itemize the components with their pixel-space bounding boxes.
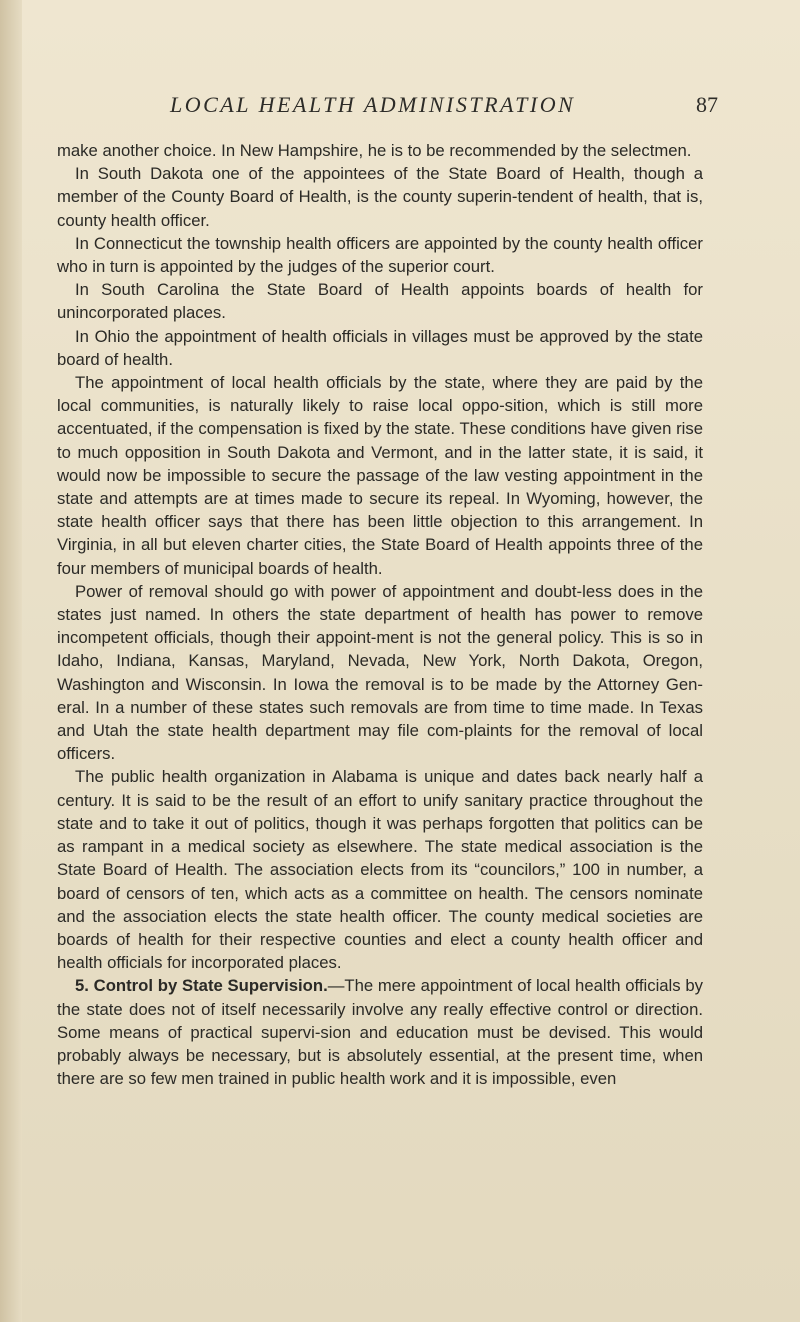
section-heading: 5. Control by State Supervision. xyxy=(75,976,328,996)
page-header xyxy=(170,92,718,122)
page-gutter-shadow xyxy=(0,0,22,1322)
section-paragraph xyxy=(57,974,703,1090)
paragraph: In South Dakota one of the appointees of the State Board of Health, though a member of the County Board of Health, is the county superin-tendent of health, that is, county health officer. xyxy=(57,164,703,230)
paragraph: make another choice. In New Hampshire, he is to be recommended by the selectmen. xyxy=(57,141,692,160)
paragraph: In Connecticut the township health officers are appointed by the county health officer who in turn is appointed by the judges of the superior court. xyxy=(57,233,703,277)
paragraph: The public health organization in Alabama is unique and dates back nearly half a century. It is said to be the result of an effort to unify sanitary practice throughout the state and to take it out of politics, though it was perhaps forgotten that politics can be as rampant in a medical society as elsewhere. The state medical association is the State Board of Health. The association elects from its “councilors,” 100 in number, a board of censors of ten, which acts as a committee on health. The censors nominate and the association elects the state health officer. The county medical societies are boards of health for their respective counties and elect a county health officer and health officials for incorporated places. xyxy=(57,767,703,973)
paragraph: Power of removal should go with power of appointment and doubt-less does in the states just named. In others the state department of health has power to remove incompetent officials, though their appoint-ment is not the general policy. This is so in Idaho, Indiana, Kansas, Maryland, Nevada, New York, North Dakota, Oregon, Washington and Wisconsin. In Iowa the removal is to be made by the Attorney Gen-eral. In a number of these states such removals are from time to time made. In Texas and Utah the state health department may file com-plaints for the removal of local officers. xyxy=(57,581,703,764)
paragraph: In Ohio the appointment of health officials in villages must be approved by the state board of health. xyxy=(57,326,703,369)
section-text: —The mere appointment of local health officials by the state does not of itself necessarily involve any really effective control or direction. Some means of practical supervi-sion and education must be devised. This would probably always be necessary, but is absolutely essential, at the present time, when there are so few men trained in public health work and it is impossible, even xyxy=(57,976,703,1089)
paragraph: The appointment of local health officials by the state, where they are paid by the local communities, is naturally likely to raise local oppo-sition, which is still more accentuated, if the compensation is fixed by the state. These conditions have given rise to much opposition in South Dakota and Vermont, and in the latter state, it is said, it would now be impossible to secure the passage of the law vesting appointment in the state and attempts are at times made to secure its repeal. In Wyoming, however, the state health officer says that there has been little objection to this arrangement. In Virginia, in all but eleven charter cities, the State Board of Health appoints three of the four members of municipal boards of health. xyxy=(57,373,703,578)
page-number: 87 xyxy=(696,92,718,117)
body-text xyxy=(57,139,703,1090)
running-title: LOCAL HEALTH ADMINISTRATION xyxy=(170,92,576,117)
paragraph: In South Carolina the State Board of Health appoints boards of health for unincorporated places. xyxy=(57,280,703,323)
